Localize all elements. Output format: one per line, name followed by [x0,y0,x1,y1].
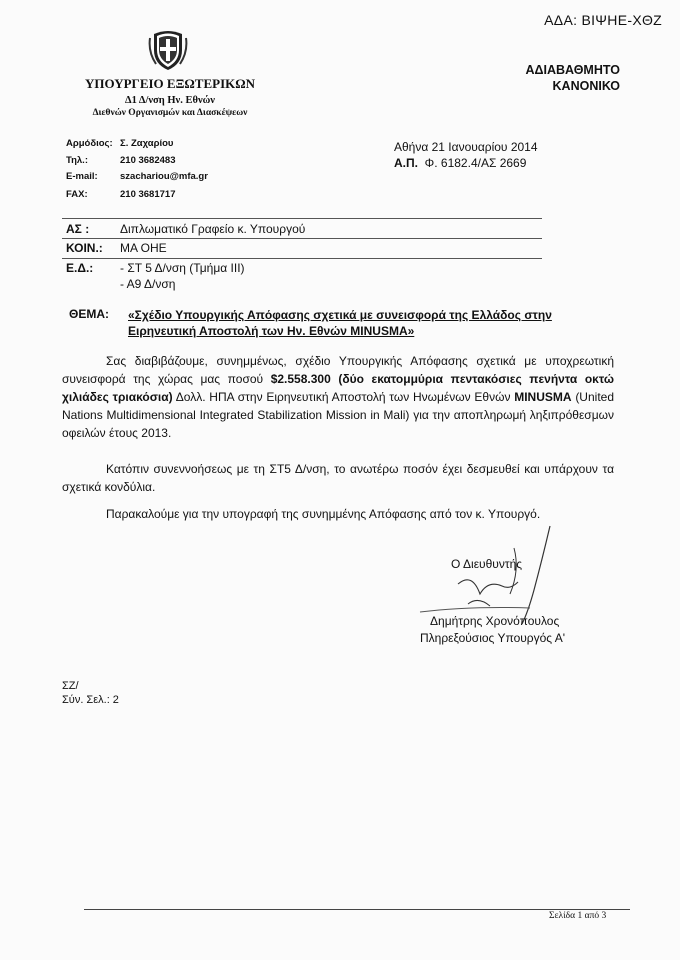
contact-fax [66,189,175,200]
classification-level: ΑΔΙΑΒΑΘΜΗΤΟ [525,63,620,77]
signature-title: Ο Διευθυντής [451,557,523,571]
body-p1-text-a: Σας διαβιβάζουμε, συνημμένως, σχέδιο Υπουργικής Απόφασης σχετικά με υποχρεωτική συνεισφορά της χώρας μας ποσού [62,354,614,386]
contact-responsible-label: Αρμόδιος: [66,138,113,149]
subject-label: ΘΕΜΑ: [69,307,109,321]
department-name: Δ1 Δ/νση Ην. Εθνών [124,95,216,106]
page-number: Σελίδα 1 από 3 [549,911,607,921]
signer-role: Πληρεξούσιος Υπουργός Α' [420,631,566,645]
body-paragraph-1 [62,352,614,442]
protocol-label: Α.Π. [394,156,418,170]
contact-tel [66,155,175,166]
recipient-internal-label: Ε.Δ.: [66,261,94,275]
recipient-to: Διπλωματικό Γραφείο κ. Υπουργού [120,222,306,236]
greek-coat-of-arms-icon [148,28,188,72]
recipient-internal-2: - Α9 Δ/νση [120,277,176,291]
contact-email-value: szachariou@mfa.gr [120,171,208,182]
protocol-value: Φ. 6182.4/ΑΣ 2669 [424,156,527,170]
contact-email [66,171,208,182]
footer-divider [84,909,630,910]
divider [62,238,542,239]
protocol-number [394,156,526,170]
subject-line-1: «Σχέδιο Υπουργικής Απόφασης σχετικά με συνεισφορά της Ελλάδος στην [128,308,552,322]
priority-level: ΚΑΝΟΝΙΚΟ [552,79,620,93]
contact-email-label: E-mail: [66,171,98,182]
reference-initials: ΣΖ/ [62,680,79,692]
contact-tel-label: Τηλ.: [66,155,88,166]
recipient-cc-label: ΚΟΙΝ.: [66,241,103,255]
place-date: Αθήνα 21 Ιανουαρίου 2014 [394,140,538,154]
recipient-cc: ΜΑ ΟΗΕ [120,241,167,255]
attachments-count: Σύν. Σελ.: 2 [62,694,119,706]
subject-line-2: Ειρηνευτική Αποστολή των Ην. Εθνών MINUSMA» [128,324,415,338]
contact-tel-value: 210 3682483 [120,155,176,166]
divider [62,218,542,219]
recipient-internal-1: - ΣΤ 5 Δ/νση (Τμήμα ΙΙΙ) [120,261,245,275]
contact-fax-value: 210 3681717 [120,189,176,200]
body-p2-text: Κατόπιν συνεννοήσεως με τη ΣΤ5 Δ/νση, το ανωτέρω ποσόν έχει δεσμευθεί και υπάρχουν τα σχετικά κονδύλια. [62,462,614,494]
mission-name: MINUSMA [514,390,572,404]
contact-responsible [66,138,173,149]
divider [62,258,542,259]
subject-text [128,307,552,339]
subdepartment-name: Διεθνών Οργανισμών και Διασκέψεων [92,108,248,118]
body-paragraph-2 [62,460,614,496]
ada-code: ΑΔΑ: ΒΙΨΗΕ-ΧΘΖ [544,12,662,28]
ministry-name: ΥΠΟΥΡΓΕΙΟ ΕΞΩΤΕΡΙΚΩΝ [84,76,256,91]
body-p1-text-b: Δολλ. ΗΠΑ στην Ειρηνευτική Αποστολή των Ηνωμένων Εθνών [172,390,515,404]
body-p1-text-c: (United Nations Multidimensional Integrated Stabilization Mission in Mali) για την αποπληρωμή ληξιπρόθεσμων οφειλών έτους 2013. [62,390,614,440]
signer-name: Δημήτρης Χρονόπουλος [430,614,560,628]
recipient-to-label: ΑΣ : [66,222,90,236]
body-p3-text: Παρακαλούμε για την υπογραφή της συνημμένης Απόφασης από τον κ. Υπουργό. [106,507,541,521]
contact-responsible-value: Σ. Ζαχαρίου [120,138,174,149]
contact-fax-label: FAX: [66,189,88,200]
contribution-amount: $2.558.300 (δύο εκατομμύρια πεντακόσιες πενήντα οκτώ χιλιάδες τριακόσια) [62,372,615,404]
